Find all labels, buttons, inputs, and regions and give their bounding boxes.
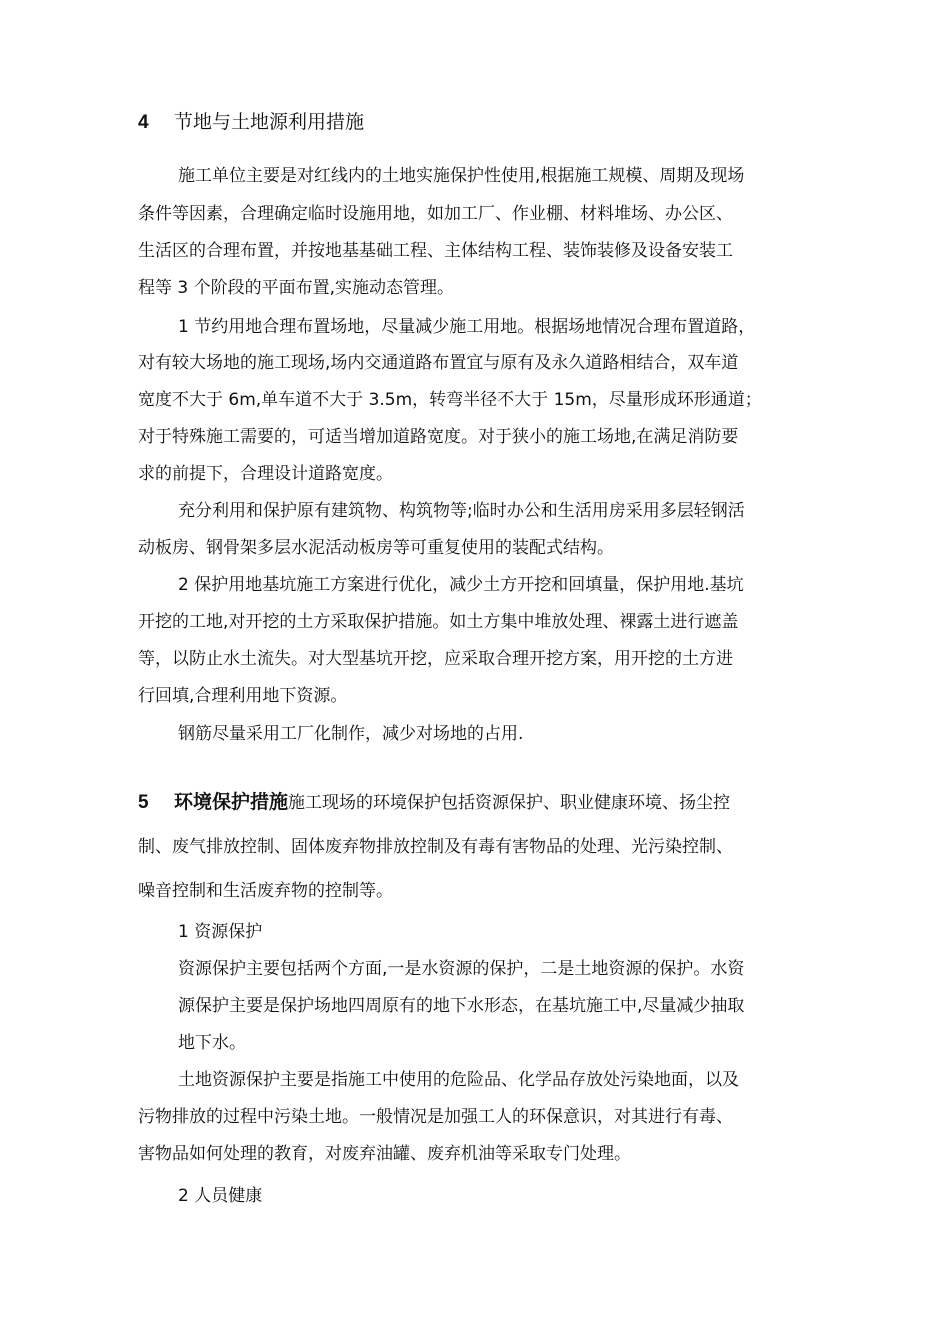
paragraph-line: 地下水。 — [178, 1033, 246, 1053]
subheading-line: 1 资源保护 — [178, 922, 263, 942]
paragraph-line: 生活区的合理布置，并按地基基础工程、主体结构工程、装饰装修及设备安装工 — [138, 241, 733, 261]
section-4-title: 节地与土地源利用措施 — [174, 111, 365, 133]
paragraph-line: 2 保护用地基坑施工方案进行优化，减少土方开挖和回填量，保护用地.基坑 — [178, 575, 744, 595]
paragraph-line: 对于特殊施工需要的，可适当增加道路宽度。对于狭小的施工场地,在满足消防要 — [138, 427, 739, 447]
paragraph-line: 钢筋尽量采用工厂化制作，减少对场地的占用. — [178, 724, 524, 744]
paragraph-line: 行回填,合理利用地下资源。 — [138, 686, 348, 706]
section-4-number: 4 — [138, 112, 149, 133]
paragraph-line: 对有较大场地的施工现场,场内交通道路布置宜与原有及永久道路相结合，双车道 — [138, 353, 739, 373]
section-5-heading — [138, 790, 730, 815]
section-5-number: 5 — [138, 792, 149, 813]
paragraph-line: 条件等因素，合理确定临时设施用地，如加工厂、作业棚、材料堆场、办公区、 — [138, 204, 733, 224]
paragraph-line: 开挖的工地,对开挖的土方采取保护措施。如土方集中堆放处理、裸露土进行遮盖 — [138, 612, 739, 632]
paragraph-line: 噪音控制和生活废弃物的控制等。 — [138, 881, 393, 901]
paragraph-line: 源保护主要是保护场地四周原有的地下水形态，在基坑施工中,尽量减少抽取 — [178, 996, 745, 1016]
paragraph-line: 1 节约用地合理布置场地，尽量减少施工用地。根据场地情况合理布置道路， — [178, 317, 756, 337]
subheading-line: 2 人员健康 — [178, 1186, 263, 1206]
section-5-title: 环境保护措施 — [174, 791, 289, 813]
paragraph-line: 充分利用和保护原有建筑物、构筑物等;临时办公和生活用房采用多层轻钢活 — [178, 501, 745, 521]
paragraph-line: 害物品如何处理的教育，对废弃油罐、废弃机油等采取专门处理。 — [138, 1144, 631, 1164]
paragraph-line: 施工单位主要是对红线内的土地实施保护性使用,根据施工规模、周期及现场 — [178, 166, 745, 186]
paragraph-line: 土地资源保护主要是指施工中使用的危险品、化学品存放处污染地面，以及 — [178, 1070, 739, 1090]
paragraph-line: 程等 3 个阶段的平面布置,实施动态管理。 — [138, 278, 455, 298]
paragraph-line: 制、废气排放控制、固体废弃物排放控制及有毒有害物品的处理、光污染控制、 — [138, 837, 733, 857]
section-4-heading — [138, 110, 364, 135]
paragraph-line: 宽度不大于 6m,单车道不大于 3.5m，转弯半径不大于 15m，尽量形成环形通道； — [138, 390, 762, 410]
paragraph-line: 污物排放的过程中污染土地。一般情况是加强工人的环保意识，对其进行有毒、 — [138, 1107, 733, 1127]
section-5-title-tail: 施工现场的环境保护包括资源保护、职业健康环境、扬尘控 — [288, 793, 731, 813]
paragraph-line: 等，以防止水土流失。对大型基坑开挖，应采取合理开挖方案，用开挖的土方进 — [138, 649, 733, 669]
paragraph-line: 资源保护主要包括两个方面,一是水资源的保护，二是土地资源的保护。水资 — [178, 959, 745, 979]
paragraph-line: 动板房、钢骨架多层水泥活动板房等可重复使用的装配式结构。 — [138, 538, 614, 558]
paragraph-line: 求的前提下，合理设计道路宽度。 — [138, 464, 393, 484]
